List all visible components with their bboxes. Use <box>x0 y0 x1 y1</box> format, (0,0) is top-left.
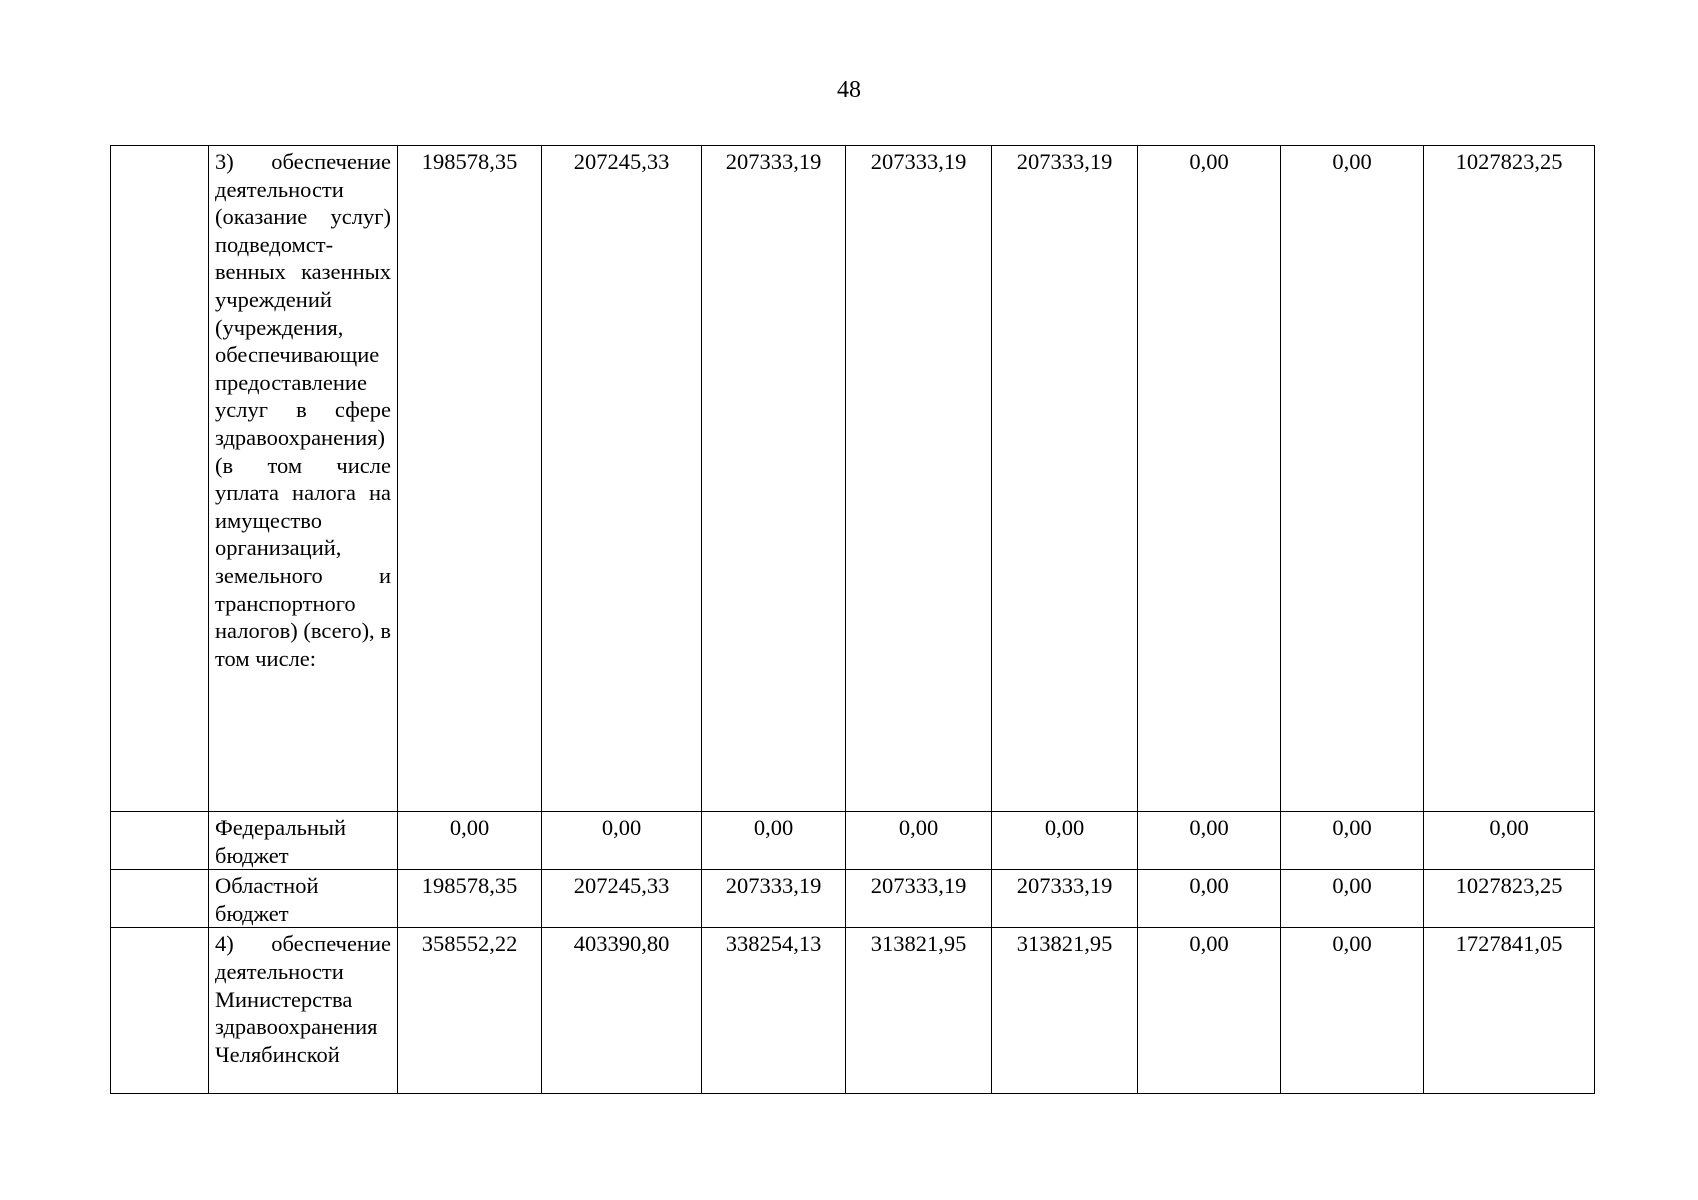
value-cell: 0,00 <box>1281 928 1424 1094</box>
financing-table <box>110 145 1595 1094</box>
value-cell: 207245,33 <box>542 146 702 812</box>
value-cell: 1027823,25 <box>1424 146 1595 812</box>
value-cell: 207245,33 <box>542 870 702 928</box>
value-cell: 0,00 <box>702 812 846 870</box>
value-cell: 0,00 <box>846 812 992 870</box>
value-cell: 207333,19 <box>702 146 846 812</box>
value-cell: 207333,19 <box>992 870 1138 928</box>
value-cell: 0,00 <box>1281 146 1424 812</box>
value-cell: 0,00 <box>1138 146 1281 812</box>
value-cell: 0,00 <box>1281 812 1424 870</box>
value-cell: 0,00 <box>542 812 702 870</box>
value-cell: 358552,22 <box>398 928 542 1094</box>
table-row <box>111 928 1595 1094</box>
value-cell: 0,00 <box>398 812 542 870</box>
value-cell: 207333,19 <box>846 146 992 812</box>
page-number: 48 <box>837 77 861 103</box>
row-index-cell <box>111 870 209 928</box>
row-index-cell <box>111 146 209 812</box>
row-name-cell: Областной бюджет <box>209 870 398 928</box>
row-name-cell: 3) обеспечение деятельности (оказание услуг) подведомственных казенных учреждений (учреждения, обеспечивающие предоставление услуг в сфере здравоохранения) (в том числе уплата налога на имущество организаций, земельного и транспортного налогов) (всего), в том числе: <box>209 146 398 812</box>
row-name-cell: Федеральный бюджет <box>209 812 398 870</box>
value-cell: 403390,80 <box>542 928 702 1094</box>
value-cell: 0,00 <box>1281 870 1424 928</box>
value-cell: 313821,95 <box>846 928 992 1094</box>
value-cell: 1027823,25 <box>1424 870 1595 928</box>
value-cell: 207333,19 <box>992 146 1138 812</box>
value-cell: 338254,13 <box>702 928 846 1094</box>
value-cell: 0,00 <box>1138 870 1281 928</box>
table-row <box>111 870 1595 928</box>
value-cell: 0,00 <box>1138 812 1281 870</box>
row-index-cell <box>111 928 209 1094</box>
table-row <box>111 146 1595 812</box>
value-cell: 207333,19 <box>846 870 992 928</box>
value-cell: 0,00 <box>992 812 1138 870</box>
value-cell: 198578,35 <box>398 146 542 812</box>
value-cell: 198578,35 <box>398 870 542 928</box>
value-cell: 1727841,05 <box>1424 928 1595 1094</box>
value-cell: 0,00 <box>1424 812 1595 870</box>
value-cell: 207333,19 <box>702 870 846 928</box>
table-row <box>111 812 1595 870</box>
row-name-cell: 4) обеспечение деятельности Министерства здравоохранения Челябинской <box>209 928 398 1094</box>
value-cell: 0,00 <box>1138 928 1281 1094</box>
row-index-cell <box>111 812 209 870</box>
value-cell: 313821,95 <box>992 928 1138 1094</box>
